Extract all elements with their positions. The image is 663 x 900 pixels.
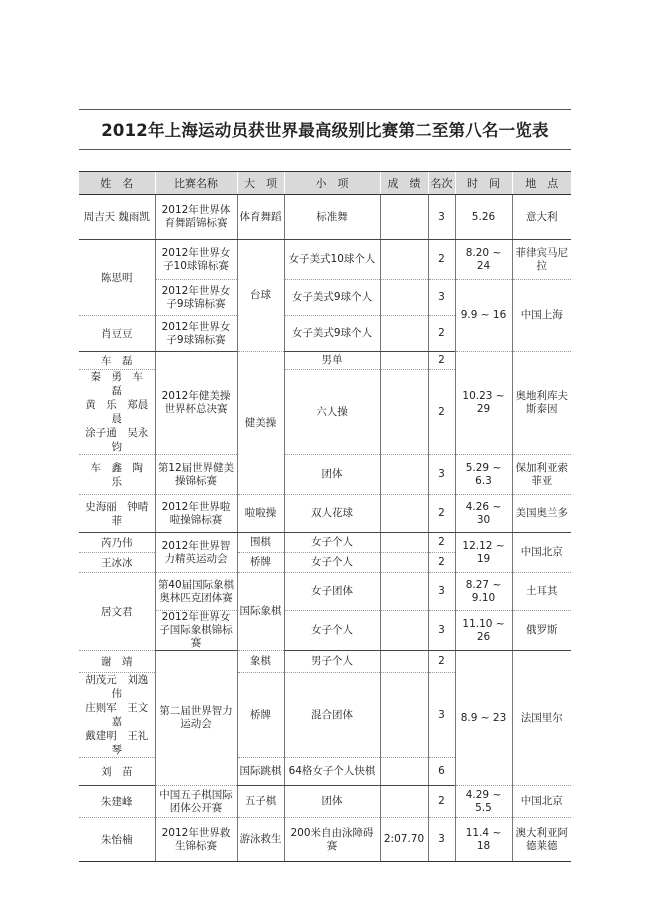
item-cell: 混合团体 [284,673,380,758]
result-cell [380,553,428,573]
date-cell: 4.29 ~ 5.5 [455,786,512,818]
sport-cell: 国际象棋 [237,573,284,651]
result-cell [380,573,428,611]
athlete-cell: 肖豆豆 [79,316,155,352]
date-cell: 9.9 ~ 16 [455,280,512,352]
top-rule [79,109,571,110]
athlete-cell: 王冰冰 [79,553,155,573]
header-row [79,172,571,195]
sport-cell: 象棋 [237,651,284,673]
item-cell: 男单 [284,352,380,370]
date-cell: 4.26 ~ 30 [455,495,512,533]
date-cell: 12.12 ~ 19 [455,533,512,573]
athlete-cell: 陈思明 [79,240,155,316]
rank-cell: 6 [428,758,455,786]
sport-cell: 桥牌 [237,553,284,573]
table-row [79,573,571,611]
rank-cell: 2 [428,553,455,573]
page-title: 2012年上海运动员获世界最高级别比赛第二至第八名一览表 [101,121,549,140]
date-cell: 8.27 ~ 9.10 [455,573,512,611]
athlete-cell: 胡茂元 刘逸伟 庄则军 王文嘉 戴建明 王礼琴 [79,673,155,758]
rank-cell: 3 [428,195,455,240]
athlete-cell: 芮乃伟 [79,533,155,553]
result-cell [380,240,428,280]
athlete-cell: 秦 勇 车 磊 黄 乐 郑晨晨 涂子通 吴永钧 [79,370,155,455]
event-cell: 2012年世界女子9球锦标赛 [155,316,237,352]
event-cell: 2012年世界女子国际象棋锦标赛 [155,611,237,651]
event-cell: 第二届世界智力运动会 [155,651,237,786]
result-cell [380,611,428,651]
result-cell [380,195,428,240]
event-cell: 2012年世界女子9球锦标赛 [155,280,237,316]
place-cell: 俄罗斯 [512,611,571,651]
date-cell: 5.29 ~ 6.3 [455,455,512,495]
place-cell: 意大利 [512,195,571,240]
date-cell: 10.23 ~ 29 [455,352,512,455]
athlete-cell: 谢 靖 [79,651,155,673]
date-cell: 8.20 ~ 24 [455,240,512,280]
item-cell: 200米自由泳障碍赛 [284,818,380,862]
col-header-date: 时 间 [455,172,512,195]
result-cell [380,352,428,370]
result-cell [380,370,428,455]
athlete-cell: 车 磊 [79,352,155,370]
col-header-place: 地 点 [512,172,571,195]
place-cell: 中国北京 [512,786,571,818]
event-cell: 2012年世界救生锦标赛 [155,818,237,862]
place-cell: 美国奥兰多 [512,495,571,533]
rank-cell: 3 [428,673,455,758]
athlete-cell: 史海丽 钟晴菲 [79,495,155,533]
result-cell [380,786,428,818]
athlete-cell: 朱建峰 [79,786,155,818]
place-cell: 土耳其 [512,573,571,611]
table-row [79,533,571,553]
place-cell: 菲律宾马尼拉 [512,240,571,280]
event-cell: 2012年世界智力精英运动会 [155,533,237,573]
item-cell: 六人操 [284,370,380,455]
place-cell: 保加利亚索菲亚 [512,455,571,495]
item-cell: 64格女子个人快棋 [284,758,380,786]
result-cell [380,455,428,495]
col-header-result: 成 绩 [380,172,428,195]
rank-cell: 3 [428,455,455,495]
rank-cell: 2 [428,352,455,370]
result-cell [380,673,428,758]
item-cell: 女子美式9球个人 [284,316,380,352]
date-cell: 5.26 [455,195,512,240]
result-cell [380,651,428,673]
rank-cell: 2 [428,316,455,352]
item-cell: 女子个人 [284,611,380,651]
result-cell [380,758,428,786]
rank-cell: 3 [428,818,455,862]
table-row [79,240,571,280]
table-row [79,786,571,818]
rank-cell: 2 [428,240,455,280]
rank-cell: 3 [428,280,455,316]
athlete-cell: 车 鑫 陶 乐 [79,455,155,495]
athlete-cell: 居文君 [79,573,155,651]
rank-cell: 2 [428,651,455,673]
result-cell: 2:07.70 [380,818,428,862]
item-cell: 女子团体 [284,573,380,611]
place-cell: 中国上海 [512,280,571,352]
date-cell: 11.10 ~ 26 [455,611,512,651]
title-rule [79,149,571,150]
result-cell [380,316,428,352]
item-cell: 男子个人 [284,651,380,673]
sport-cell: 啦啦操 [237,495,284,533]
athlete-cell: 周吉天 魏雨凯 [79,195,155,240]
event-cell: 第40届国际象棋奥林匹克团体赛 [155,573,237,611]
item-cell: 团体 [284,786,380,818]
athlete-cell: 朱怡楠 [79,818,155,862]
table-row [79,352,571,370]
rank-cell: 2 [428,533,455,553]
event-cell: 2012年健美操世界杯总决赛 [155,352,237,455]
place-cell: 澳大利亚阿德莱德 [512,818,571,862]
rank-cell: 2 [428,786,455,818]
item-cell: 女子个人 [284,553,380,573]
sport-cell: 体育舞蹈 [237,195,284,240]
event-cell: 2012年世界女子10球锦标赛 [155,240,237,280]
sport-cell: 国际跳棋 [237,758,284,786]
event-cell: 第12届世界健美操锦标赛 [155,455,237,495]
col-header-sport: 大 项 [237,172,284,195]
result-cell [380,495,428,533]
place-cell: 中国北京 [512,533,571,573]
event-cell: 2012年世界啦啦操锦标赛 [155,495,237,533]
col-header-rank: 名次 [428,172,455,195]
results-table [79,171,571,862]
item-cell: 女子个人 [284,533,380,553]
result-cell [380,280,428,316]
table-row [79,495,571,533]
event-cell: 2012年世界体育舞蹈锦标赛 [155,195,237,240]
athlete-cell: 刘 苗 [79,758,155,786]
result-cell [380,533,428,553]
sport-cell: 台球 [237,240,284,352]
sport-cell: 健美操 [237,352,284,495]
col-header-name: 姓 名 [79,172,155,195]
rank-cell: 2 [428,495,455,533]
event-cell: 中国五子棋国际团体公开赛 [155,786,237,818]
sport-cell: 游泳救生 [237,818,284,862]
place-cell: 法国里尔 [512,651,571,786]
place-cell: 奥地利库夫斯泰因 [512,352,571,455]
rank-cell: 3 [428,573,455,611]
table-row [79,455,571,495]
sport-cell: 围棋 [237,533,284,553]
table-row [79,195,571,240]
item-cell: 双人花球 [284,495,380,533]
rank-cell: 2 [428,370,455,455]
sport-cell: 桥牌 [237,673,284,758]
table-row [79,818,571,862]
item-cell: 女子美式9球个人 [284,280,380,316]
date-cell: 11.4 ~ 18 [455,818,512,862]
date-cell: 8.9 ~ 23 [455,651,512,786]
col-header-event: 比赛名称 [155,172,237,195]
table-row [79,651,571,673]
item-cell: 标准舞 [284,195,380,240]
item-cell: 女子美式10球个人 [284,240,380,280]
col-header-item: 小 项 [284,172,380,195]
rank-cell: 3 [428,611,455,651]
item-cell: 团体 [284,455,380,495]
sport-cell: 五子棋 [237,786,284,818]
